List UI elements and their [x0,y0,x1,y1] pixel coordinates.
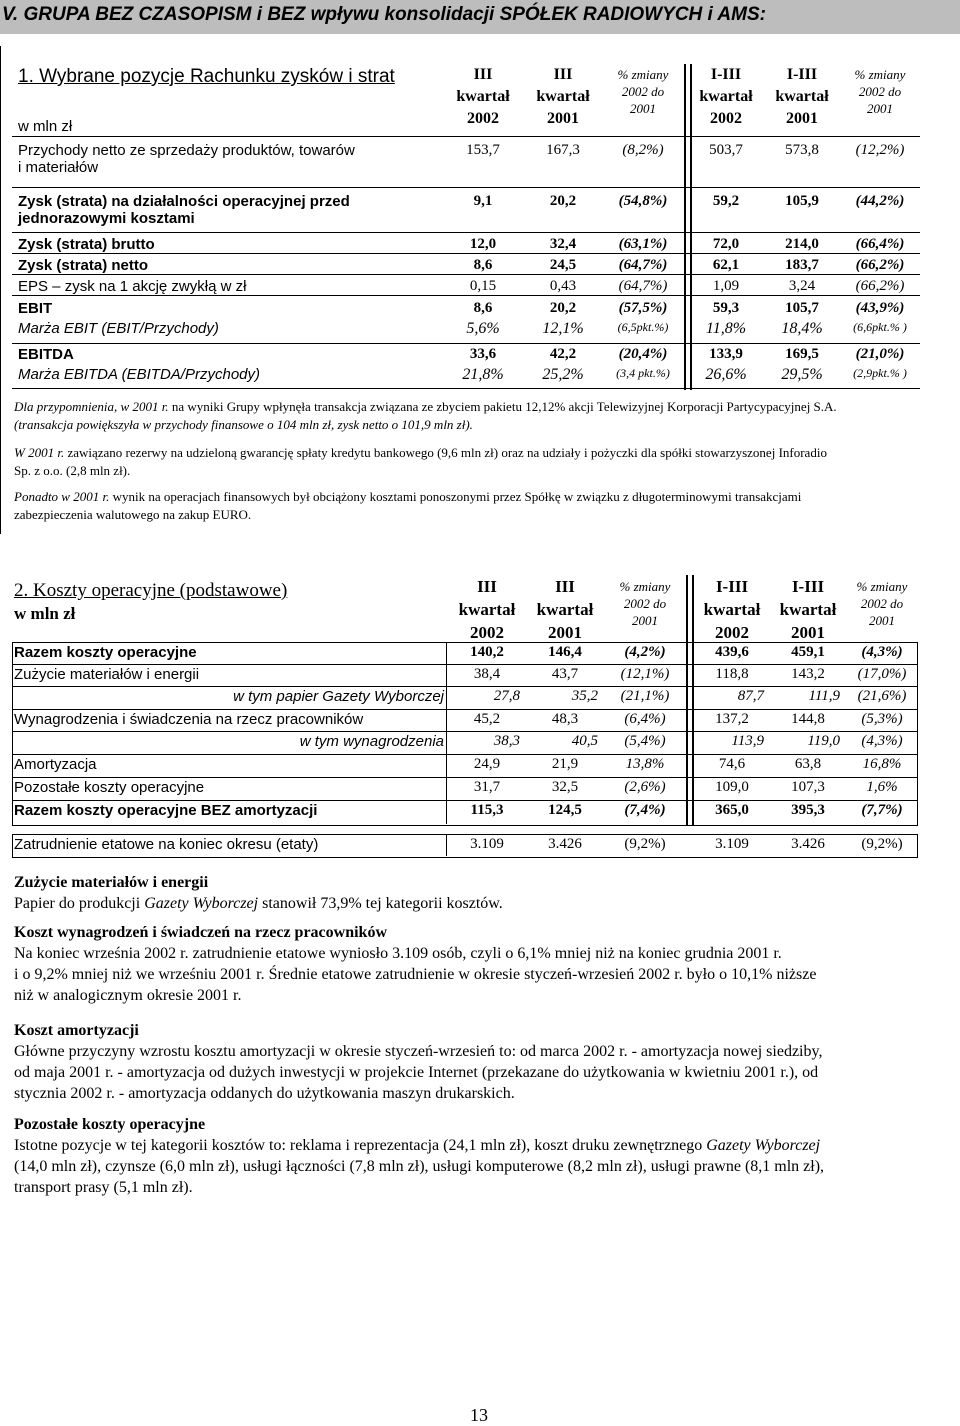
s1-cell: 62,1 [712,257,740,273]
s1-note-2: W 2001 r. zawiązano rezerwy na udzieloną gwarancję spłaty kredytu bankowego (9,6 mln zł) oraz na udziały i pożyczki dla spółki stowarzyszonej Inforadio Sp. z o.o. (2,8 mln zł). [14,445,827,478]
section2-title: 2. Koszty operacyjne (podstawowe) [14,580,288,601]
s2-cell: 48,3 [551,711,579,727]
s1-cell: 153,7 [466,142,500,158]
s1-cell: (64,7%) [618,257,668,273]
s2-cell: (4,3%) [861,733,903,749]
s2-col-pct-q: % zmiany 2002 do 2001 [619,579,671,628]
s2-employment-cell: 3.426 [791,836,825,852]
s2-cell: (5,4%) [624,733,666,749]
s1-rule-3 [12,253,920,254]
s2-cell: 143,2 [791,666,825,682]
s1-cell: 169,5 [785,346,819,362]
s2-cell: 119,0 [807,733,840,749]
s2-cell: 13,8% [625,756,665,772]
para-materials-text: Papier do produkcji Gazety Wyborczej stanowił 73,9% tej kategorii kosztów. [14,895,503,912]
s1-cell: 0,15 [469,278,497,294]
s2-cell: (4,3%) [861,644,903,660]
s1-note-3: Ponadto w 2001 r. wynik na operacjach finansowych był obciążony kosztami ponoszonymi przez Spółkę w związku z długoterminowymi transakcjami zabezpieczenia walutowego na zakup EURO. [14,489,802,522]
s2-row-label: Razem koszty operacyjne [14,644,197,661]
s2-row-label: Pozostałe koszty operacyjne [14,779,205,796]
s2-cell: 137,2 [715,711,749,727]
s1-cell: 59,2 [712,193,740,209]
s1-cell: (44,2%) [855,193,905,209]
s1-cell: (54,8%) [618,193,668,209]
s1-cell: (3,4 pkt.%) [616,366,670,380]
para-other-costs: Pozostałe koszty operacyjne Istotne pozycje w tej kategorii kosztów to: reklama i reprezentacja (24,1 mln zł), koszt druku zewnętrznego Gazety Wyborczej (14,0 mln zł), czynsze (6,0 mln zł), usługi łączności (7,8 mln zł), usługi komputerowe (8,2 mln zł), usługi prawne (8,1 mln zł), transport prasy (5,1 mln zł). [14,1114,954,1198]
s1-cell: 573,8 [785,142,819,158]
s2-cell: 38,3 [493,733,520,749]
s1-row-label: EPS – zysk na 1 akcję zwykłą w zł [18,278,247,295]
section1-title: 1. Wybrane pozycje Rachunku zysków i strat [18,66,395,87]
s1-cell: 12,0 [469,236,497,252]
s1-cell: 33,6 [469,346,497,362]
section2-unit: w mln zł [14,604,76,623]
s2-cell: 118,8 [715,666,749,682]
para-depreciation: Koszt amortyzacji Główne przyczyny wzrostu kosztu amortyzacji w okresie styczeń-wrzesień to: od marca 2002 r. - amortyzacja nowej siedziby, od maja 2001 r. - amortyzacja od dużych inwestycji w projekcie Internet (przekazane do użytkowania w kwietniu 2001 r.), od stycznia 2002 r. - amortyzacja oddanych do użytkowania maszyn drukarskich. [14,1020,954,1104]
s1-cell: 0,43 [549,278,577,294]
s1-cell: (2,9pkt.% ) [853,366,907,380]
s1-row-label: EBITDA [18,346,74,363]
s2-cell: 35,2 [571,688,598,704]
s1-note-1: Dla przypomnienia, w 2001 r. na wyniki Grupy wpłynęła transakcja związana ze zbyciem pakietu 12,12% akcji Telewizyjnej Korporacji Partycypacyjnej S.A. (transakcja powiększyła w przychody finansowe o 104 mln zł, zysk netto o 101,9 mln zł). [14,399,837,432]
s2-cell: 63,8 [794,756,822,772]
s2-cell: 74,6 [718,756,746,772]
para-materials-heading: Zużycie materiałów i energii [14,874,209,891]
s2-row-rule [12,664,918,665]
s2-cell: 140,2 [470,644,504,660]
s1-cell: 105,9 [785,193,819,209]
s2-employment-cell: (9,2%) [861,836,903,852]
s2-employment-cell: (9,2%) [624,836,666,852]
s2-cell: (7,7%) [861,802,903,818]
s1-row-label: Marża EBIT (EBIT/Przychody) [18,320,219,337]
s2-row-rule [12,777,918,778]
s2-employment-cell: 3.109 [715,836,749,852]
s1-cell: 8,6 [473,300,493,316]
s2-row-rule [12,800,918,801]
s1-cell: (20,4%) [618,346,668,362]
s1-cell: (66,2%) [855,278,905,294]
s1-cell: 133,9 [709,346,743,362]
s1-row-label: Przychody netto ze sprzedaży produktów, towarów i materiałów [18,142,355,176]
s1-cell: 72,0 [712,236,740,252]
s2-cell: (17,0%) [857,666,907,682]
s2-cell: 144,8 [791,711,825,727]
s1-row-label: Zysk (strata) na działalności operacyjnej przed jednorazowymi kosztami [18,193,350,227]
s1-col-ytd-2002: I-III kwartał 2002 [699,66,753,127]
s1-cell: (8,2%) [622,142,664,158]
s2-cell: (5,3%) [861,711,903,727]
s1-cell: 32,4 [549,236,577,252]
s1-cell: 59,3 [712,300,740,316]
s2-row-rule [12,754,918,755]
s2-row-label: w tym wynagrodzenia [299,733,444,750]
s2-cell: 113,9 [731,733,764,749]
s1-row-label: EBIT [18,300,53,317]
s2-cell: 16,8% [862,756,902,772]
s2-cell: 38,4 [473,666,501,682]
s2-col-q3-2002: III kwartał 2002 [458,577,516,642]
s1-cell: 21,8% [462,366,504,383]
s1-cell: 24,5 [549,257,577,273]
s1-cell: (63,1%) [618,236,668,252]
s2-cell: 115,3 [470,802,504,818]
s1-cell: 503,7 [709,142,743,158]
s2-col-ytd-2001: I-III kwartał 2001 [779,577,837,642]
s2-cell: 124,5 [548,802,582,818]
s1-cell: 12,1% [542,320,584,337]
s1-cell: 25,2% [542,366,584,383]
s1-cell: 9,1 [473,193,493,209]
s1-cell: 20,2 [549,300,577,316]
s2-cell: 40,5 [571,733,598,749]
page-number: 13 [470,1405,488,1425]
s2-employment-divider [446,834,447,856]
s1-row-label: Zysk (strata) netto [18,257,149,274]
section-header-bar [0,0,960,34]
s1-header-rule [12,136,920,137]
para-materials [14,872,954,914]
s2-cell: 109,0 [715,779,749,795]
s1-cell: 8,6 [473,257,493,273]
s2-row-label: w tym papier Gazety Wyborczej [233,688,444,705]
s1-rule-7 [12,388,920,389]
s2-cell: (12,1%) [620,666,670,682]
s1-cell: 3,24 [788,278,816,294]
s1-col-q3-2001: III kwartał 2001 [536,66,590,127]
s1-cell: (6,5pkt.%) [617,320,669,334]
s2-cell: 32,5 [551,779,579,795]
left-margin-rule [0,46,1,534]
s1-col-q3-2002: III kwartał 2002 [456,66,510,127]
s1-rule-2 [12,232,920,233]
s1-cell: 5,6% [466,320,500,337]
s2-employment-cell: 3.109 [470,836,504,852]
s1-cell: 29,5% [781,366,823,383]
s1-cell: 1,09 [712,278,740,294]
s2-cell: (6,4%) [624,711,666,727]
section1-unit: w mln zł [18,118,73,135]
s2-cell: 365,0 [715,802,749,818]
s2-col-q3-2001: III kwartał 2001 [536,577,594,642]
s2-cell: (21,1%) [620,688,670,704]
s2-cell: 21,9 [551,756,579,772]
s1-cell: 20,2 [549,193,577,209]
s2-cell: 27,8 [493,688,520,704]
s2-col-ytd-2002: I-III kwartał 2002 [703,577,761,642]
para-other-costs-heading: Pozostałe koszty operacyjne [14,1116,206,1133]
s2-cell: (4,2%) [624,644,666,660]
s2-employment-cell: 3.426 [548,836,582,852]
s2-cell: 24,9 [473,756,501,772]
s1-cell: 105,7 [785,300,819,316]
s2-row-label: Wynagrodzenia i świadczenia na rzecz pracowników [14,711,364,728]
s2-col-pct-ytd: % zmiany 2002 do 2001 [856,579,908,628]
s2-row-rule [12,709,918,710]
s1-rule-4 [12,274,920,275]
s1-row-label: Zysk (strata) brutto [18,236,155,253]
s1-col-pct-q: % zmiany 2002 do 2001 [617,67,669,116]
s2-cell: (2,6%) [624,779,666,795]
s2-cell: 395,3 [791,802,825,818]
s1-cell: (66,2%) [855,257,905,273]
para-depreciation-heading: Koszt amortyzacji [14,1022,139,1039]
s2-row-label: Amortyzacja [14,756,97,773]
s1-col-pct-ytd: % zmiany 2002 do 2001 [854,67,906,116]
s1-cell: (57,5%) [618,300,668,316]
s1-cell: 11,8% [705,320,747,337]
s2-row-rule [12,731,918,732]
s2-cell: 45,2 [473,711,501,727]
s2-cell: 1,6% [866,779,898,795]
s1-cell: 42,2 [549,346,577,362]
s2-cell: (21,6%) [857,688,907,704]
s2-cell: 146,4 [548,644,582,660]
s2-row-label: Zużycie materiałów i energii [14,666,200,683]
s1-col-ytd-2001: I-III kwartał 2001 [775,66,829,127]
s1-rule-5 [12,295,920,296]
s2-cell: 107,3 [791,779,825,795]
s2-row-rule [12,686,918,687]
s1-cell: 214,0 [785,236,819,252]
s2-cell: 111,9 [808,688,840,704]
s1-row-label: Marża EBITDA (EBITDA/Przychody) [18,366,260,383]
s2-cell: 439,6 [715,644,749,660]
s1-cell: (43,9%) [855,300,905,316]
s1-cell: (21,0%) [855,346,905,362]
s1-cell: 26,6% [705,366,747,383]
s1-rule-6 [12,343,920,344]
s1-cell: (12,2%) [855,142,905,158]
s1-rule-1 [12,187,920,188]
s1-cell: (66,4%) [855,236,905,252]
s2-cell: 87,7 [737,688,764,704]
s1-cell: (6,6pkt.% ) [853,320,907,334]
para-salaries: Koszt wynagrodzeń i świadczeń na rzecz pracowników Na koniec września 2002 r. zatrudnienie etatowe wyniosło 3.109 osób, czyli o 6,1% mniej niż na koniec grudnia 2001 r. i o 9,2% mniej niż we wrześniu 2001 r. Średnie etatowe zatrudnienie w okresie styczeń-wrzesień 2002 r. było o 10,1% niższe niż w analogicznym okresie 2001 r. [14,922,954,1006]
s2-cell: 31,7 [473,779,501,795]
s2-row-label: Razem koszty operacyjne BEZ amortyzacji [14,802,318,819]
s1-cell: 18,4% [781,320,823,337]
s1-cell: 183,7 [785,257,819,273]
s2-cell: (7,4%) [624,802,666,818]
s2-cell: 459,1 [791,644,825,660]
section-header-title: V. GRUPA BEZ CZASOPISM i BEZ wpływu konsolidacji SPÓŁEK RADIOWYCH i AMS: [2,4,766,25]
s2-employment-label: Zatrudnienie etatowe na koniec okresu (etaty) [14,836,319,853]
s1-cell: 167,3 [546,142,580,158]
s2-cell: 43,7 [551,666,579,682]
s1-cell: (64,7%) [618,278,668,294]
para-salaries-heading: Koszt wynagrodzeń i świadczeń na rzecz pracowników [14,924,387,941]
s2-label-divider [446,642,447,824]
